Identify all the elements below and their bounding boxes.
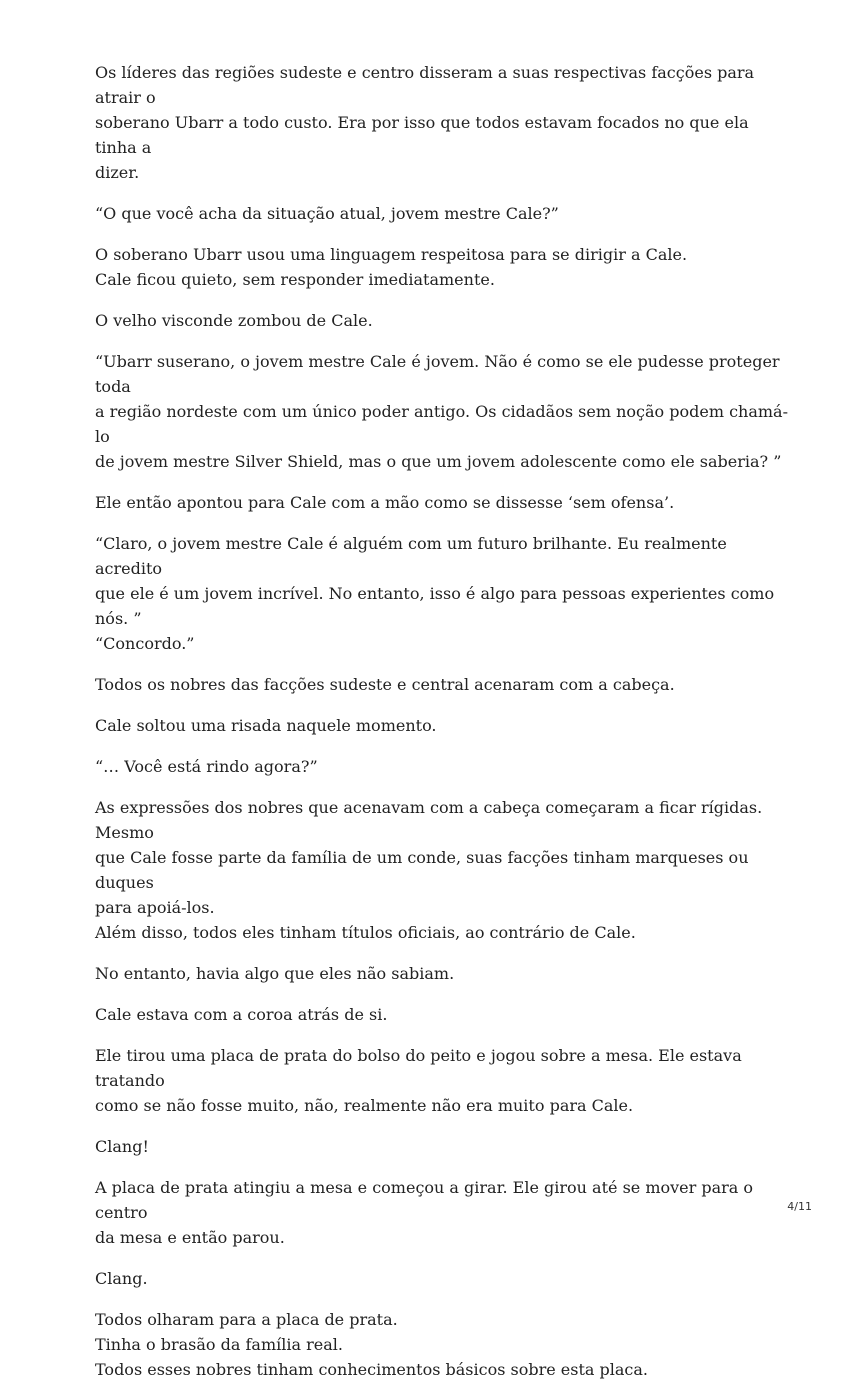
text-line: No entanto, havia algo que eles não sabiam. xyxy=(95,964,455,983)
paragraph xyxy=(95,242,795,292)
text-line: “O que você acha da situação atual, jovem mestre Cale?” xyxy=(95,204,559,223)
text-line: Clang. xyxy=(95,1269,148,1288)
paragraph xyxy=(95,961,795,986)
text-line: “Concordo.” xyxy=(95,634,195,653)
paragraph xyxy=(95,531,795,656)
text-line: O soberano Ubarr usou uma linguagem respeitosa para se dirigir a Cale. xyxy=(95,245,688,264)
paragraph xyxy=(95,1043,795,1118)
text-line: da mesa e então parou. xyxy=(95,1228,285,1247)
text-line: como se não fosse muito, não, realmente não era muito para Cale. xyxy=(95,1096,634,1115)
paragraph xyxy=(95,754,795,779)
text-line: “Ubarr suserano, o jovem mestre Cale é jovem. Não é como se ele pudesse proteger toda xyxy=(95,352,780,396)
document-body xyxy=(95,60,795,1398)
paragraph xyxy=(95,490,795,515)
text-line: “… Você está rindo agora?” xyxy=(95,757,318,776)
text-line: O velho visconde zombou de Cale. xyxy=(95,311,373,330)
page-number: 4/11 xyxy=(787,1200,812,1213)
text-line: que ele é um jovem incrível. No entanto, isso é algo para pessoas experientes como nós. ” xyxy=(95,584,775,628)
paragraph xyxy=(95,60,795,185)
text-line: Todos os nobres das facções sudeste e central acenaram com a cabeça. xyxy=(95,675,675,694)
text-line: Clang! xyxy=(95,1137,149,1156)
text-line: a região nordeste com um único poder antigo. Os cidadãos sem noção podem chamá-lo xyxy=(95,402,788,446)
text-line: Cale ficou quieto, sem responder imediatamente. xyxy=(95,270,495,289)
text-line: para apoiá-los. xyxy=(95,898,215,917)
paragraph xyxy=(95,308,795,333)
text-line: Os líderes das regiões sudeste e centro disseram a suas respectivas facções para atrair o xyxy=(95,63,755,107)
text-line: de jovem mestre Silver Shield, mas o que um jovem adolescente como ele saberia? ” xyxy=(95,452,782,471)
text-line: Ele tirou uma placa de prata do bolso do peito e jogou sobre a mesa. Ele estava tratando xyxy=(95,1046,742,1090)
text-line: Todos olharam para a placa de prata. xyxy=(95,1310,398,1329)
text-line: dizer. xyxy=(95,163,140,182)
text-line: A placa de prata atingiu a mesa e começou a girar. Ele girou até se mover para o centro xyxy=(95,1178,754,1222)
paragraph xyxy=(95,1307,795,1382)
paragraph xyxy=(95,349,795,474)
text-line: Tinha o brasão da família real. xyxy=(95,1335,343,1354)
text-line: que Cale fosse parte da família de um conde, suas facções tinham marqueses ou duques xyxy=(95,848,749,892)
paragraph xyxy=(95,672,795,697)
text-line: Cale estava com a coroa atrás de si. xyxy=(95,1005,388,1024)
paragraph xyxy=(95,1002,795,1027)
paragraph xyxy=(95,201,795,226)
text-line: soberano Ubarr a todo custo. Era por isso que todos estavam focados no que ela tinha a xyxy=(95,113,749,157)
text-line: Todos esses nobres tinham conhecimentos básicos sobre esta placa. xyxy=(95,1360,648,1379)
text-line: Além disso, todos eles tinham títulos oficiais, ao contrário de Cale. xyxy=(95,923,636,942)
paragraph xyxy=(95,1266,795,1291)
text-line: “Claro, o jovem mestre Cale é alguém com um futuro brilhante. Eu realmente acredito xyxy=(95,534,727,578)
paragraph xyxy=(95,1134,795,1159)
paragraph xyxy=(95,713,795,738)
text-line: Cale soltou uma risada naquele momento. xyxy=(95,716,437,735)
paragraph xyxy=(95,1175,795,1250)
paragraph xyxy=(95,795,795,945)
text-line: As expressões dos nobres que acenavam com a cabeça começaram a ficar rígidas. Mesmo xyxy=(95,798,763,842)
text-line: Ele então apontou para Cale com a mão como se dissesse ‘sem ofensa’. xyxy=(95,493,675,512)
